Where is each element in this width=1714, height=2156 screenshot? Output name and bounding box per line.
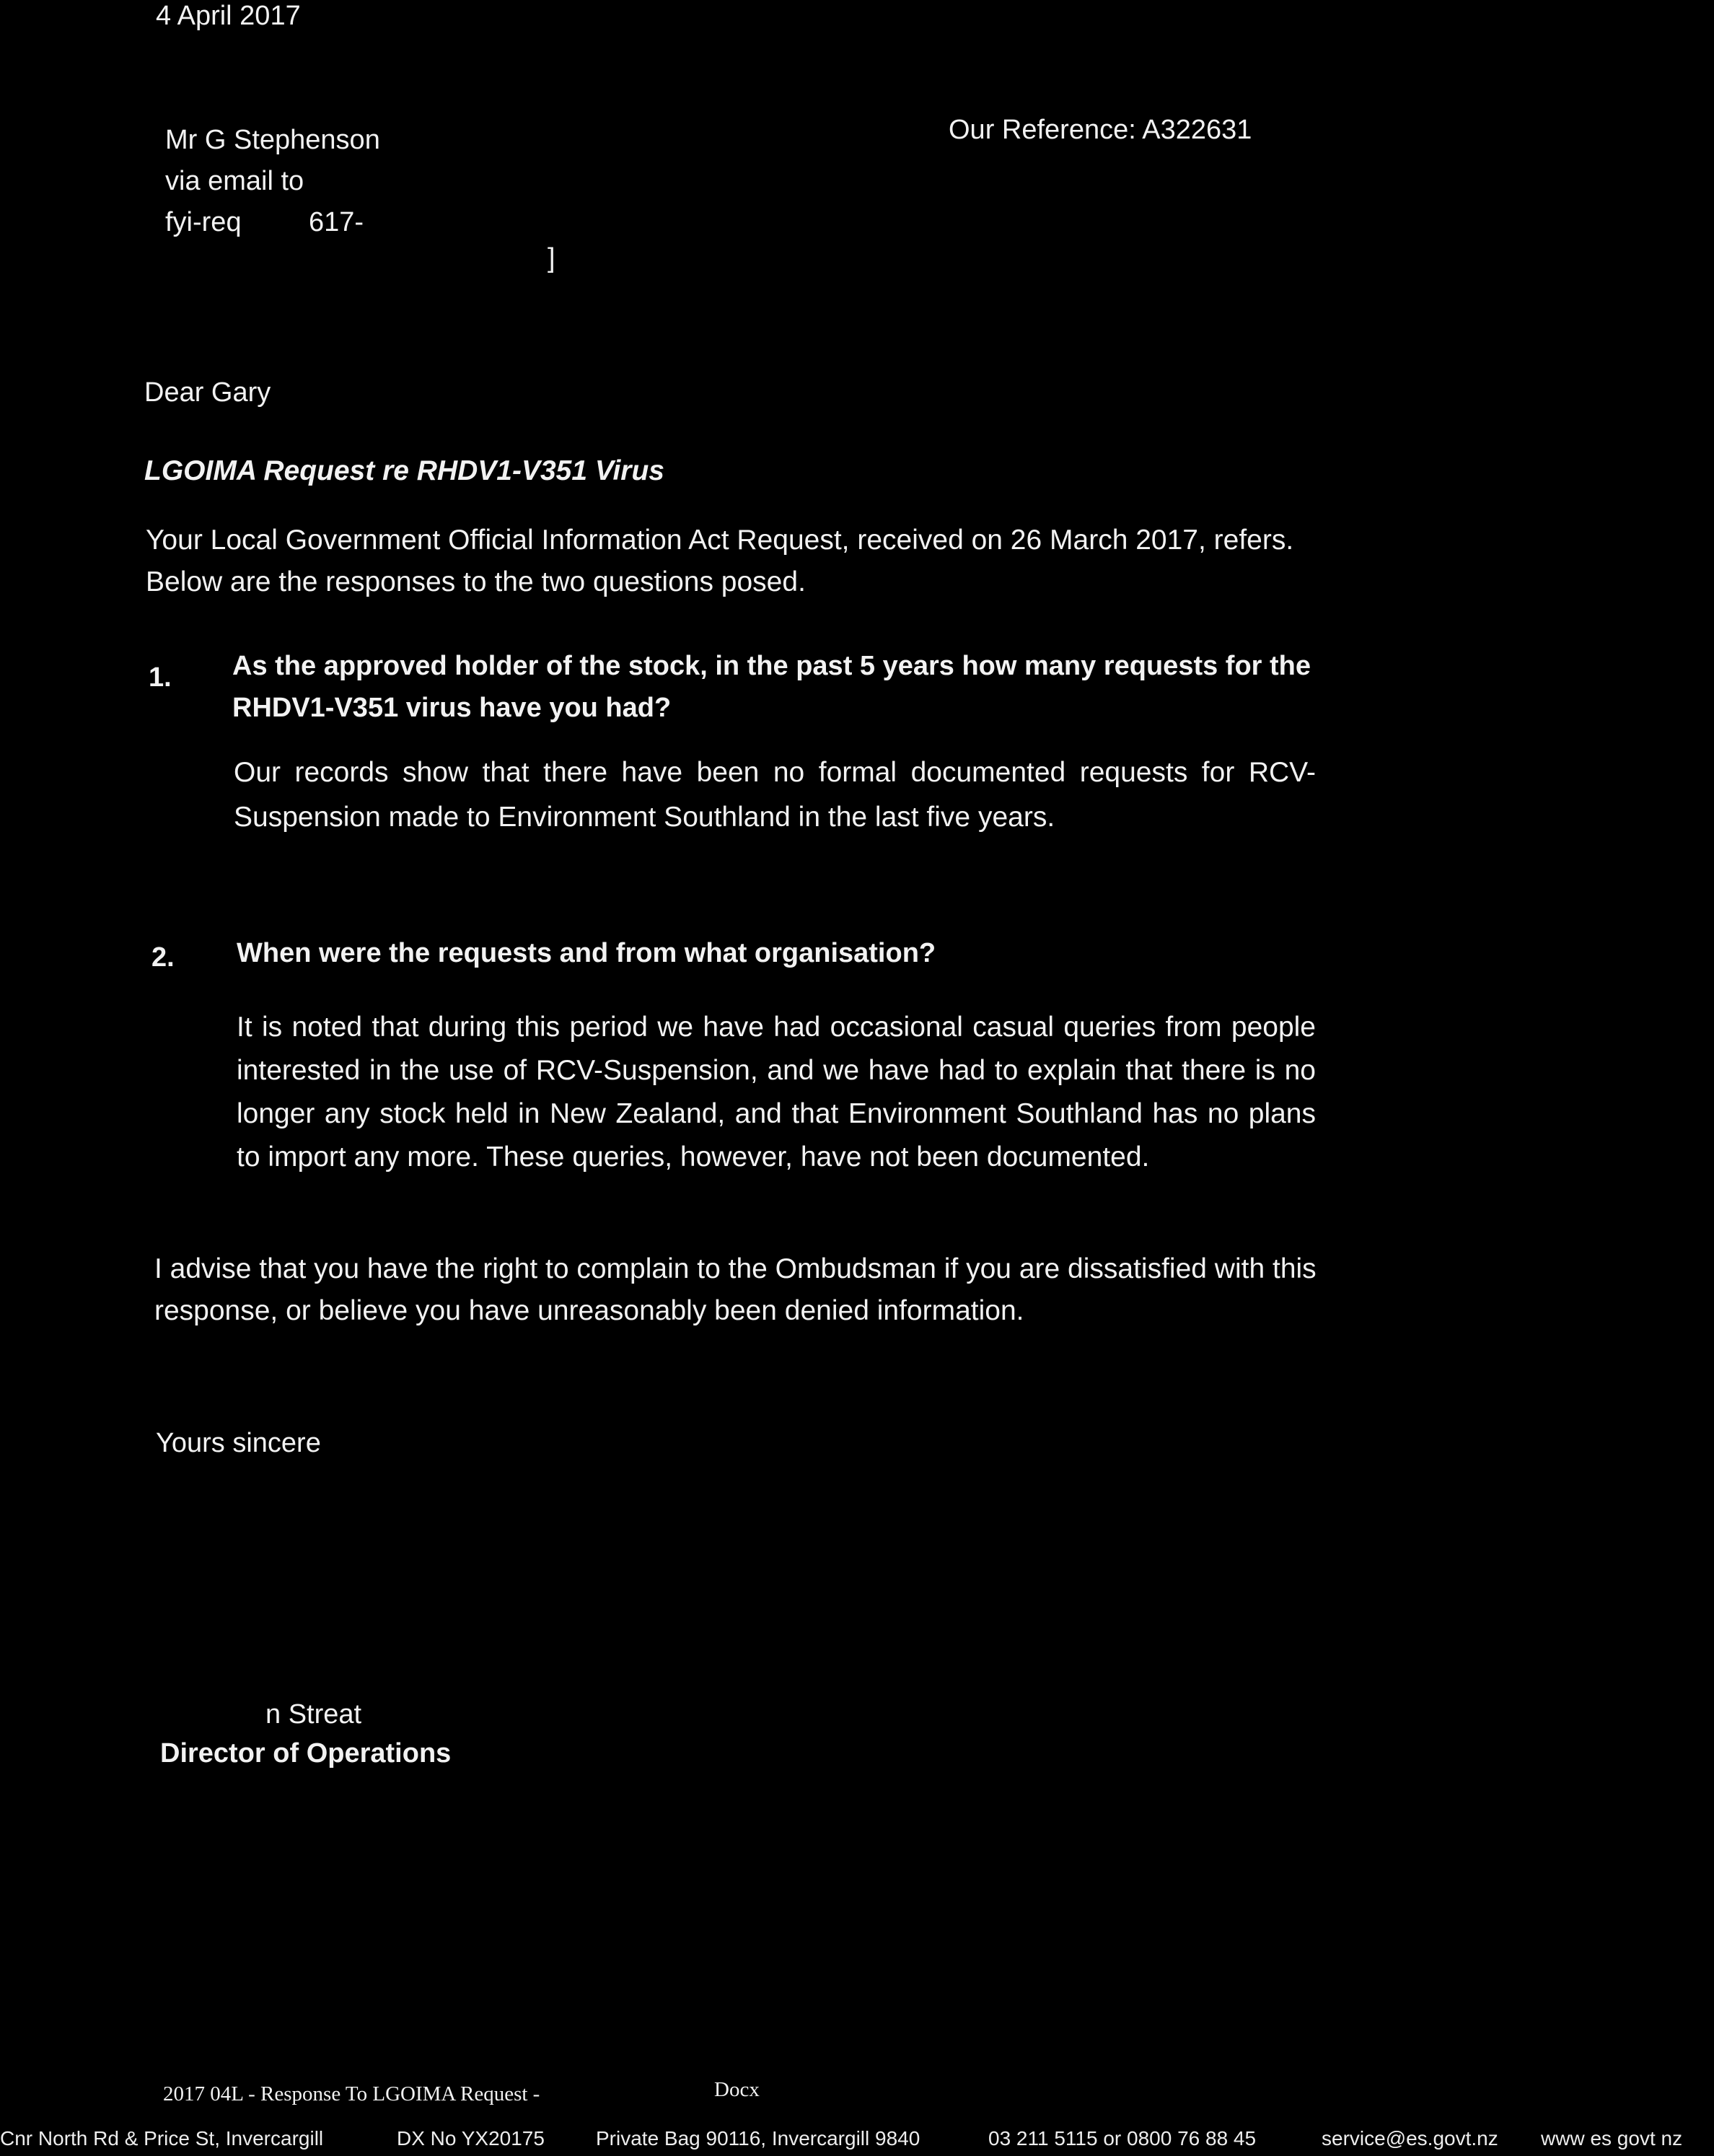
recipient-name: Mr G Stephenson [165,125,380,155]
question-2-text: When were the requests and from what organisation? [237,938,936,968]
footer-private-bag: Private Bag 90116, Invercargill 9840 [596,2127,920,2150]
intro-paragraph: Your Local Government Official Information Act Request, received on 26 March 2017, refers. Below are the responses to the two questions posed. [146,525,1294,597]
recipient-bracket: ] [548,243,555,273]
letter-date: 4 April 2017 [156,1,301,31]
question-1-text: As the approved holder of the stock, in the past 5 years how many requests for the RHDV1-V351 virus have you had? [232,651,1311,723]
closing: Yours sincere [156,1428,321,1458]
salutation: Dear Gary [144,377,271,408]
ombudsman-paragraph: I advise that you have the right to complain to the Ombudsman if you are dissatisfied with this response, or believe you have unreasonably been denied information. [154,1253,1317,1326]
signatory-name: n Streat [265,1699,362,1730]
answer-2-text: It is noted that during this period we have had occasional casual queries from people interested in the use of RCV-Suspension, and we have had to explain that there is no longer any stock held in New Zealand, and that Environment Southland has no plans to import any more. These queries, however, have not been documented. [237,1012,1316,1173]
signatory-title: Director of Operations [160,1738,452,1769]
recipient-email-part1: fyi-req [165,207,242,237]
recipient-email-part2: 617- [309,207,364,237]
file-reference: 2017 04L - Response To LGOIMA Request - [163,2082,540,2105]
question-2-number: 2. [151,942,175,973]
recipient-via: via email to [165,166,304,196]
footer-phone: 03 211 5115 or 0800 76 88 45 [988,2127,1257,2150]
footer-dx: DX No YX20175 [397,2127,545,2150]
footer-email: service@es.govt.nz [1322,2127,1498,2150]
file-reference-extension: Docx [714,2078,760,2101]
footer-address: Cnr North Rd & Price St, Invercargill [0,2127,324,2150]
our-reference: Our Reference: A322631 [949,115,1252,145]
answer-1-text: Our records show that there have been no formal documented requests for RCV-Suspension made to Environment Southland in the last five years. [234,757,1316,833]
question-1-number: 1. [149,662,172,693]
subject-line: LGOIMA Request re RHDV1-V351 Virus [144,455,664,486]
footer-website: www es govt nz [1541,2127,1683,2150]
